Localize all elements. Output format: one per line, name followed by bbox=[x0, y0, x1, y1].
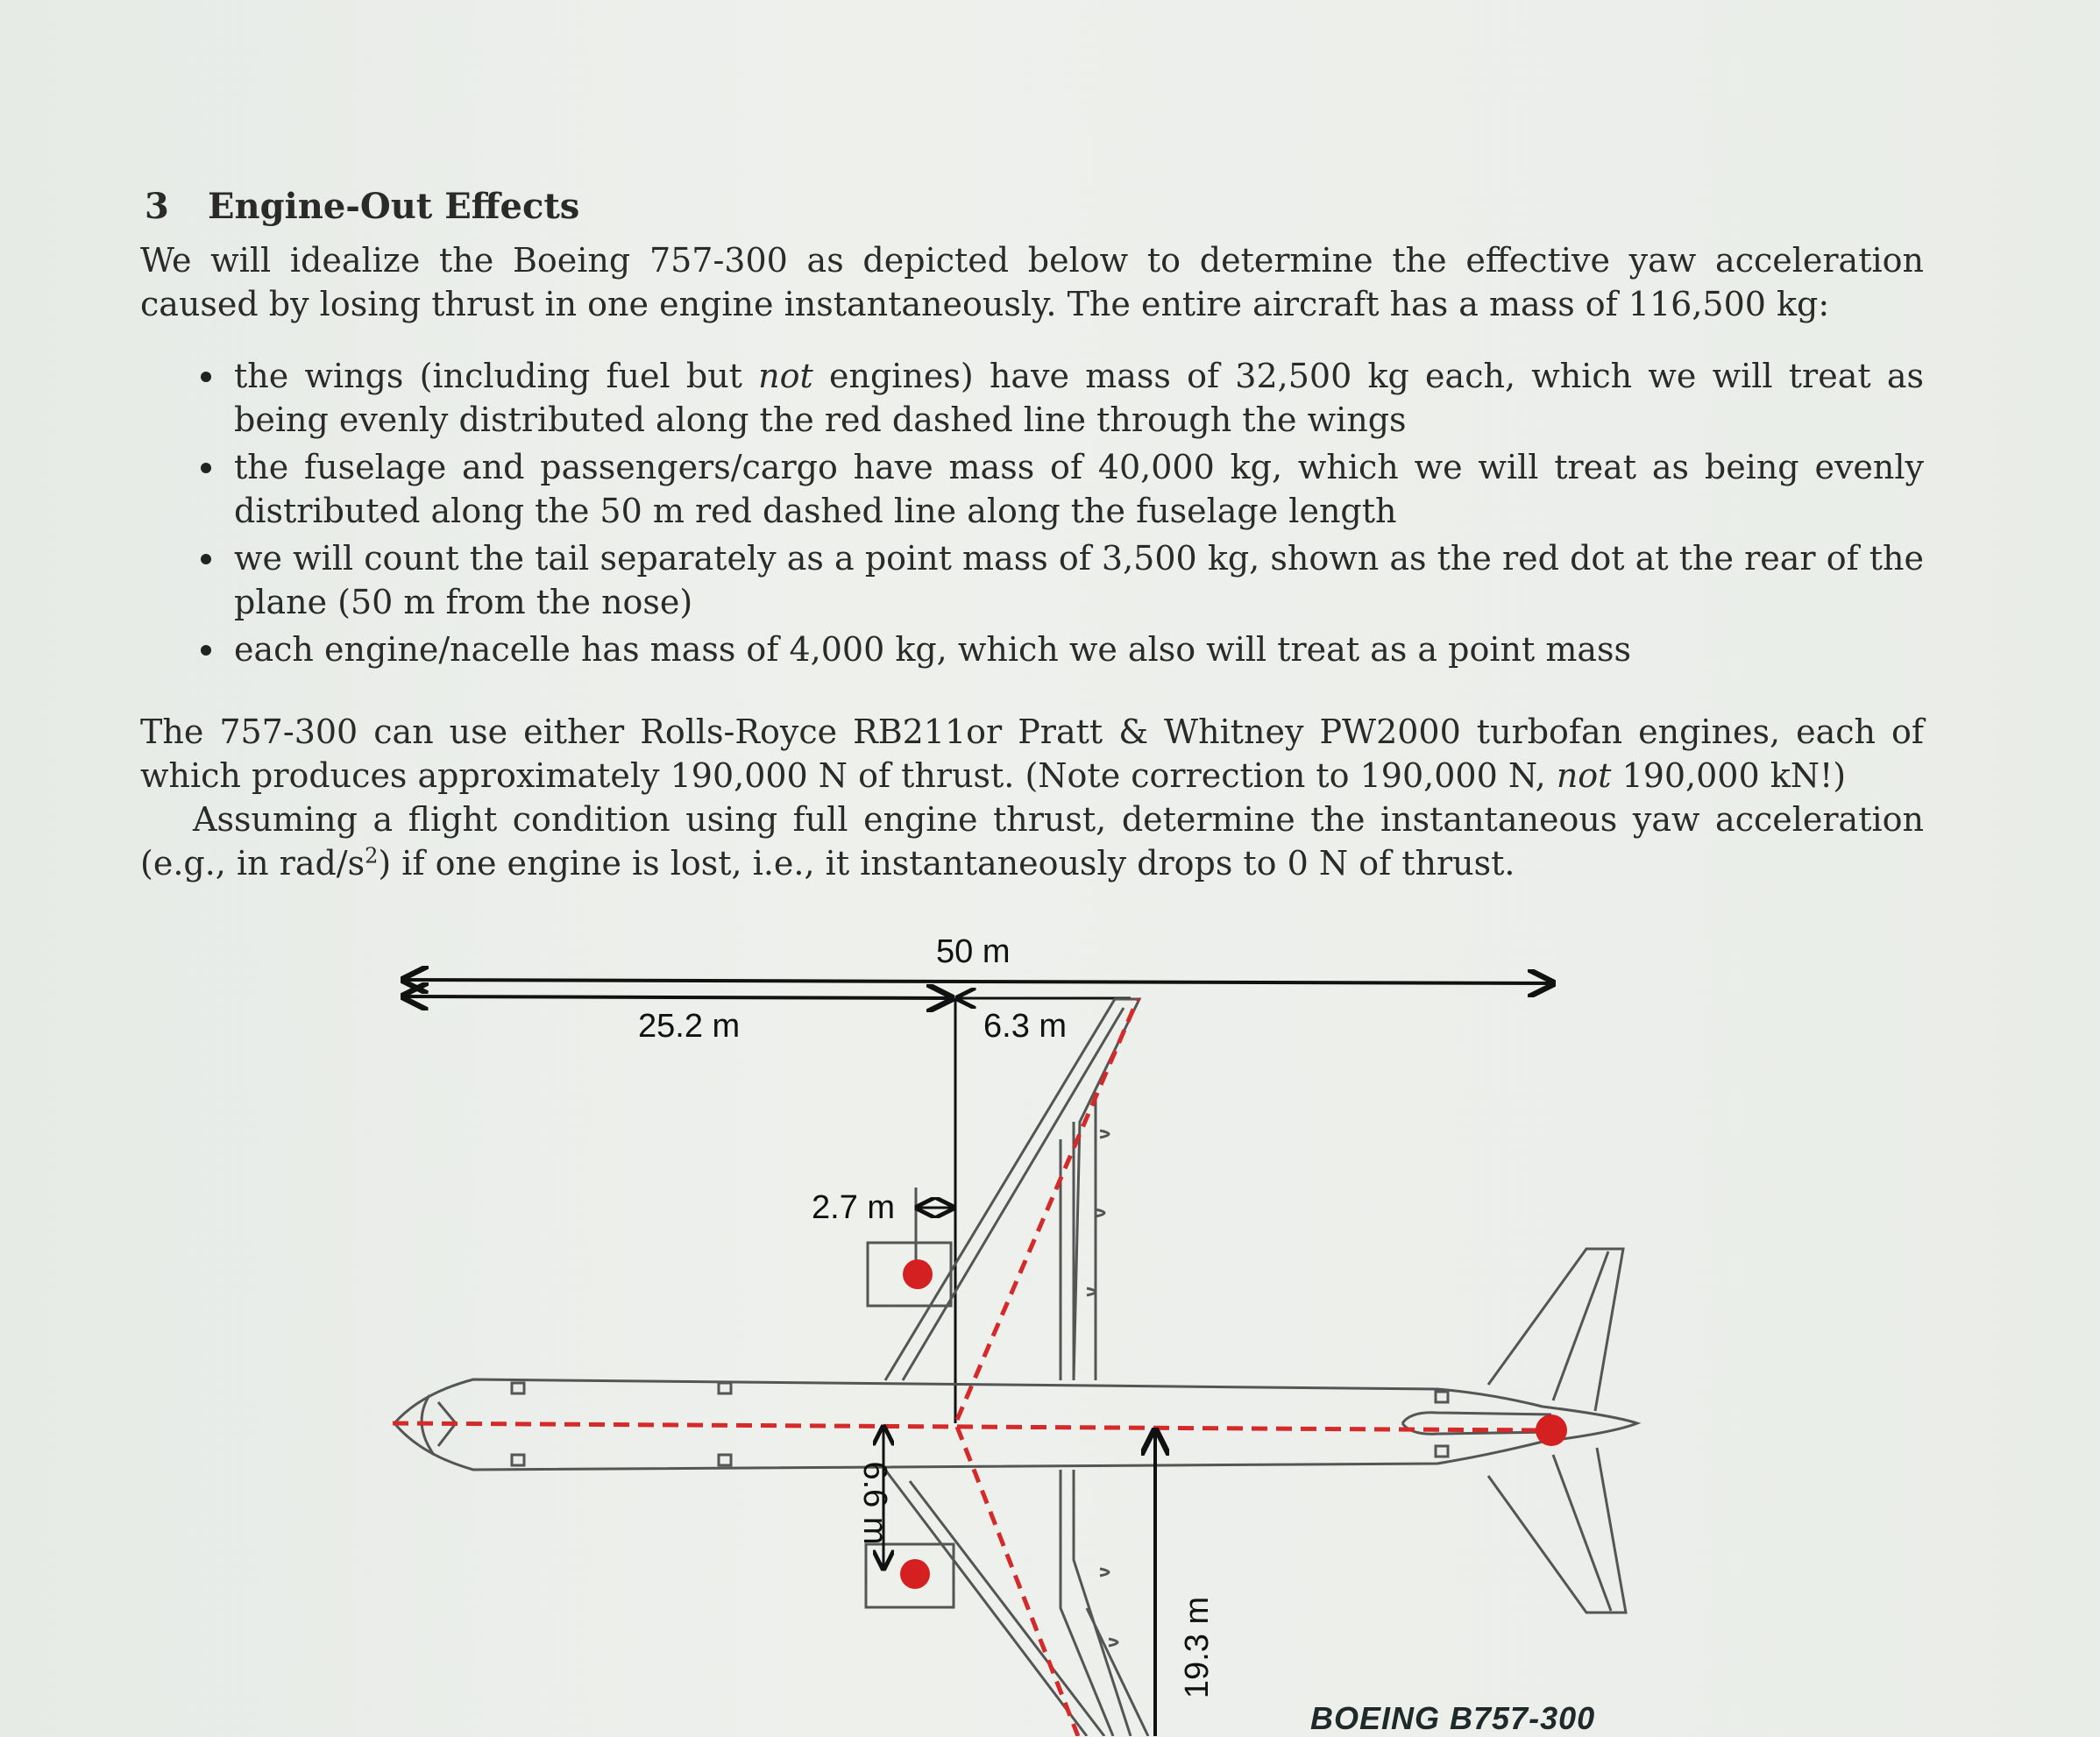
dimension-6-3m bbox=[955, 998, 1131, 1423]
lower-engine-mass-point bbox=[900, 1559, 930, 1589]
list-item-fuselage: the fuselage and passengers/cargo have mass of 40,000 kg, which we will treat as being evenly distributed along the 50 m red dashed line along the fuselage length bbox=[197, 445, 1924, 533]
lower-wing bbox=[885, 1470, 1148, 1736]
dimension-50m bbox=[403, 933, 1553, 983]
dimension-2-7m bbox=[812, 1189, 954, 1226]
upper-engine-mass-point bbox=[903, 1259, 933, 1289]
tail-mass-point bbox=[1536, 1414, 1567, 1446]
svg-text:2.7 m: 2.7 m bbox=[812, 1189, 896, 1226]
fuselage bbox=[394, 1379, 1637, 1470]
svg-text:50 m: 50 m bbox=[936, 933, 1011, 970]
intro-paragraph: We will idealize the Boeing 757-300 as depicted below to determine the effective yaw acceleration caused by losing thrust in one engine instantaneously. The entire aircraft has a mass of 116,500 kg: bbox=[140, 241, 1924, 323]
diagram-caption: BOEING B757-300 bbox=[1310, 1700, 1596, 1736]
dimension-25-2m bbox=[403, 996, 952, 1045]
fuselage-mass-line bbox=[393, 1423, 1543, 1430]
list-item-wings: the wings (including fuel but not engines) have mass of 32,500 kg each, which we will treat as being evenly distributed along the red dashed line through the wings bbox=[197, 354, 1924, 442]
dimension-6-6m bbox=[856, 1427, 893, 1569]
svg-text:6.3 m: 6.3 m bbox=[983, 1008, 1068, 1045]
upper-wing bbox=[885, 999, 1139, 1380]
engines-paragraph: The 757-300 can use either Rolls-Royce RB211or Pratt & Whitney PW2000 turbofan engines, each of which produces approximately 190,000 N of thrust. (Note correction to 190,000 N, not 190,000 kN!) bbox=[140, 713, 1924, 795]
svg-text:25.2 m: 25.2 m bbox=[638, 1008, 741, 1045]
section-number: 3 bbox=[145, 186, 169, 227]
svg-text:6.6 m: 6.6 m bbox=[856, 1461, 893, 1545]
list-item-engine: each engine/nacelle has mass of 4,000 kg, which we also will treat as a point mass bbox=[197, 627, 1924, 671]
upper-wing-mass-line bbox=[957, 999, 1138, 1420]
question-paragraph: Assuming a flight condition using full engine thrust, determine the instantaneous yaw acceleration (e.g., in rad/$s^2$) if one engine is lost, i.e., it instantaneously drops to 0 N of thrust. bbox=[140, 800, 1924, 883]
dimension-19-3m bbox=[1155, 1430, 1216, 1736]
svg-text:19.3 m: 19.3 m bbox=[1179, 1596, 1216, 1699]
list-item-tail: we will count the tail separately as a point mass of 3,500 kg, shown as the red dot at the rear of the plane (50 m from the nose) bbox=[197, 536, 1924, 624]
section-title: Engine-Out Effects bbox=[208, 186, 580, 227]
